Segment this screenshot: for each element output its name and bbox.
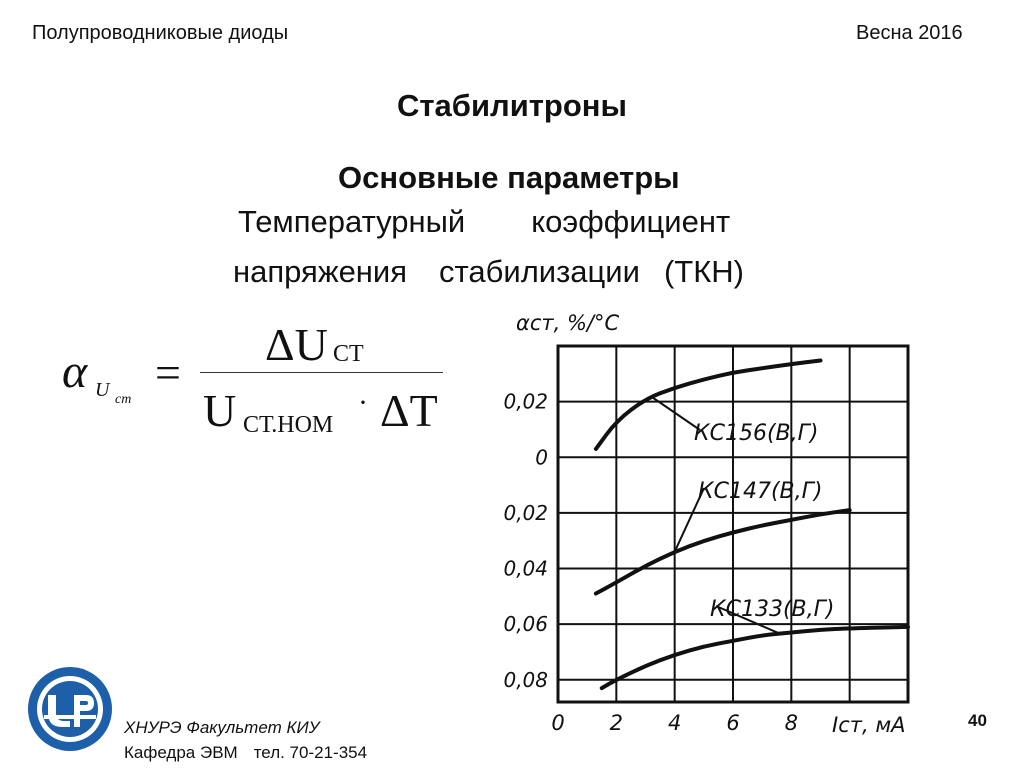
chart-series-label: КС147(В,Г) [698,479,823,504]
formula-fraction-bar [200,372,443,373]
chart-y-tick-label: 0 [535,445,548,470]
slide-title: Стабилитроны [396,88,628,123]
chart-x-tick-label: 6 [726,711,740,735]
formula-numerator: ΔU [265,319,328,370]
footer-faculty: ХНУРЭ Факультет КИУ [124,718,320,737]
chart-x-tick-label: 0 [551,711,565,735]
footer-phone: тел. 70-21-354 [253,743,368,762]
tkn-chart [476,300,924,748]
chart-y-tick-label: 0,08 [503,667,548,692]
formula-denominator-delta-t: ΔT [380,385,438,436]
chart-y-tick-label: 0,02 [503,389,548,414]
chart-x-tick-label: 2 [609,711,624,735]
chart-y-tick-label: 0,04 [503,556,548,581]
description-line-2 [233,254,744,290]
description-word: коэффициент [531,204,731,239]
chart-x-tick-label: 4 [667,711,682,735]
chart-series-label: КС156(В,Г) [694,421,819,446]
footer-department-name: Кафедра ЭВМ [124,743,238,762]
chart-y-axis-label: αст, %/°C [516,311,620,335]
header-course-title: Полупроводниковые диоды [32,22,289,44]
description-word: Температурный [238,204,466,239]
formula-alpha: α [62,345,88,398]
chart-y-tick-label: 0,06 [503,612,548,637]
slide-subtitle: Основные параметры [338,160,680,195]
description-line-1 [238,204,730,240]
chart-series-label: КС133(В,Г) [710,597,835,622]
page-number: 40 [968,711,987,730]
formula-denominator-u: U [203,385,237,436]
chart-x-tick-label: 8 [784,711,799,735]
formula-numerator-subscript: СТ [333,341,364,367]
chart-x-ticks [551,711,798,735]
chart-y-tick-label: 0,02 [503,500,548,525]
chart-y-ticks [503,390,548,692]
formula-alpha-subsubscript: ст [115,392,132,407]
chart-series [596,360,908,688]
chart-x-axis-label: Iст, мА [832,713,906,737]
description-word: (ТКН) [663,254,744,289]
footer-department [124,743,367,763]
university-logo [26,665,114,753]
formula-equals: = [155,347,181,398]
chart-grid [558,346,908,702]
formula-alpha-subscript: U [95,379,110,401]
header-semester: Весна 2016 [856,22,963,44]
description-word: стабилизации [439,254,640,289]
chart-series-line [596,510,850,593]
formula-denominator-subscript: СТ.НОМ [243,412,334,438]
description-word: напряжения [233,254,408,289]
formula-multiply-dot: · [358,386,368,419]
